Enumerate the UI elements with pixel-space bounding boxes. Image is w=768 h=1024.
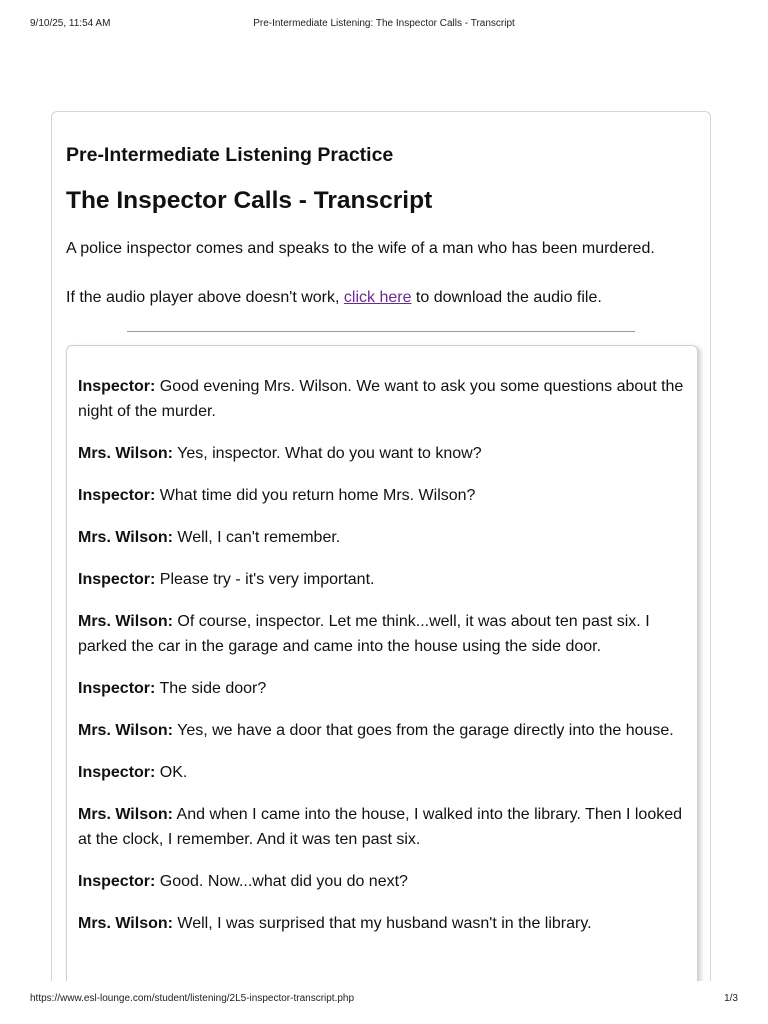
transcript-line (78, 869, 689, 894)
speaker-name: Mrs. Wilson: (78, 915, 173, 932)
speech-text: Yes, we have a door that goes from the garage directly into the house. (172, 722, 674, 739)
speech-text: And when I came into the house, I walked into the library. Then I looked at the clock, I remember. And it was ten past six. (78, 806, 683, 848)
divider (127, 331, 635, 332)
transcript-line (78, 374, 689, 424)
transcript-line (78, 911, 689, 936)
speaker-name: Mrs. Wilson: (78, 722, 173, 739)
transcript-line (78, 609, 689, 659)
audio-note-after: to download the audio file. (411, 289, 602, 306)
speech-text: OK. (155, 764, 188, 781)
print-url: https://www.esl-lounge.com/student/listening/2L5-inspector-transcript.php (30, 993, 355, 1004)
transcript-line (78, 802, 689, 852)
speech-text: Of course, inspector. Let me think...well, it was about ten past six. I parked the car in the garage and came into the house using the side door. (78, 613, 650, 655)
speaker-name: Inspector: (78, 873, 156, 890)
transcript-line (78, 441, 689, 466)
speaker-name: Mrs. Wilson: (78, 529, 173, 546)
audio-note (66, 287, 696, 309)
speaker-name: Inspector: (78, 378, 156, 395)
transcript-line (78, 760, 689, 785)
speaker-name: Mrs. Wilson: (78, 806, 173, 823)
audio-note-before: If the audio player above doesn't work, (66, 289, 344, 306)
speaker-name: Mrs. Wilson: (78, 613, 173, 630)
page-subtitle: Pre-Intermediate Listening Practice (66, 144, 394, 166)
print-header (30, 18, 738, 34)
content-body (66, 112, 696, 332)
speaker-name: Inspector: (78, 764, 156, 781)
transcript-line (78, 525, 689, 550)
speech-text: What time did you return home Mrs. Wilson? (155, 487, 476, 504)
speech-text: Well, I was surprised that my husband wasn't in the library. (172, 915, 592, 932)
transcript-box (66, 345, 698, 981)
transcript-line (78, 676, 689, 701)
speech-text: Good. Now...what did you do next? (155, 873, 408, 890)
page-title: The Inspector Calls - Transcript (66, 187, 433, 214)
speech-text: Good evening Mrs. Wilson. We want to ask you some questions about the night of the murder. (78, 378, 684, 420)
intro-text: A police inspector comes and speaks to the wife of a man who has been murdered. (66, 240, 655, 257)
speech-text: Yes, inspector. What do you want to know? (172, 445, 482, 462)
speech-text: Well, I can't remember. (172, 529, 341, 546)
speaker-name: Inspector: (78, 487, 156, 504)
transcript (78, 374, 689, 953)
speaker-name: Mrs. Wilson: (78, 445, 173, 462)
print-page-title: Pre-Intermediate Listening: The Inspector Calls - Transcript (253, 18, 515, 29)
page-number: 1/3 (724, 993, 738, 1004)
transcript-line (78, 718, 689, 743)
speech-text: The side door? (155, 680, 267, 697)
speaker-name: Inspector: (78, 680, 156, 697)
speech-text: Please try - it's very important. (155, 571, 375, 588)
download-audio-link[interactable]: click here (343, 289, 412, 306)
speaker-name: Inspector: (78, 571, 156, 588)
print-footer (30, 993, 738, 1009)
transcript-line (78, 483, 689, 508)
transcript-line (78, 567, 689, 592)
content-card (51, 111, 711, 981)
print-datetime: 9/10/25, 11:54 AM (30, 18, 111, 29)
